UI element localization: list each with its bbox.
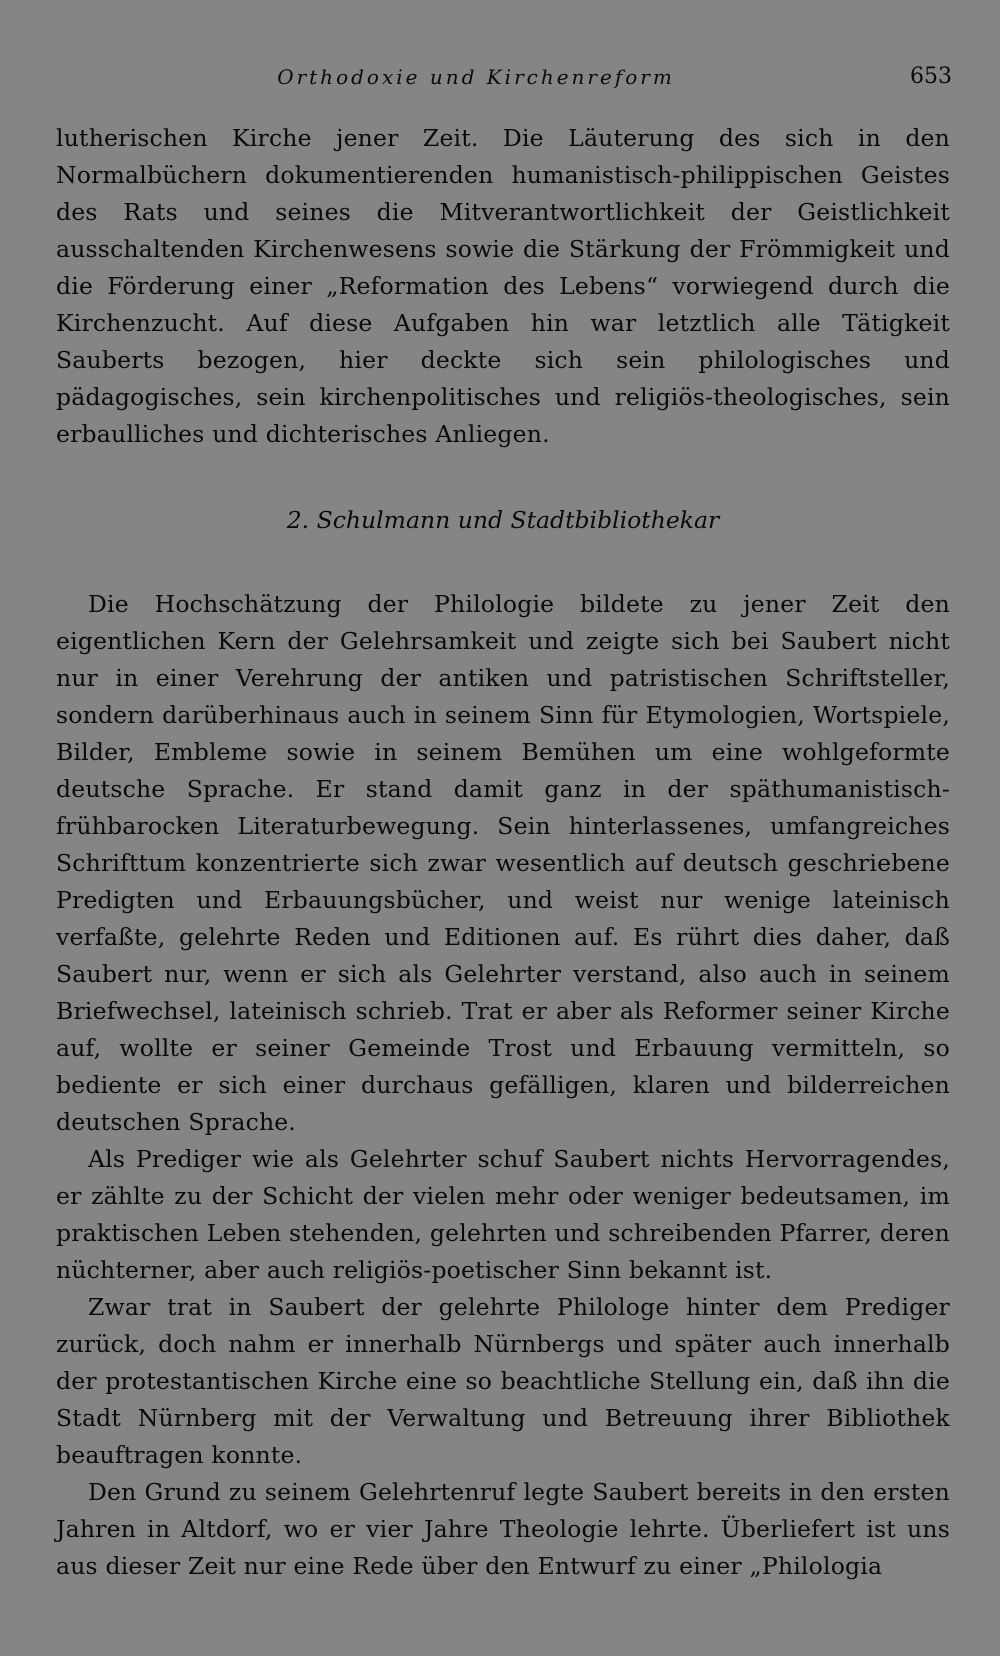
main-text-block	[56, 586, 950, 1585]
running-head	[56, 62, 952, 92]
running-title: Orthodoxie und Kirchenreform	[277, 65, 675, 89]
section-heading: 2. Schulmann und Stadtbibliothekar	[286, 506, 720, 534]
page-number: 653	[910, 64, 952, 89]
paragraph: Die Hochschätzung der Philologie bildete zu jener Zeit den eigentlichen Kern der Gelehrsamkeit und zeigte sich bei Saubert nicht nur in einer Verehrung der antiken und patristischen Schriftsteller, sondern darüberhinaus auch in seinem Sinn für Etymologien, Wortspiele, Bilder, Embleme sowie in seinem Bemühen um eine wohlgeformte deutsche Sprache. Er stand damit ganz in der späthumanistisch-frühbarocken Literaturbewegung. Sein hinterlassenes, umfangreiches Schrifttum konzentrierte sich zwar wesentlich auf deutsch geschriebene Predigten und Erbauungsbücher, und weist nur wenige lateinisch verfaßte, gelehrte Reden und Editionen auf. Es rührt dies daher, daß Saubert nur, wenn er sich als Gelehrter verstand, also auch in seinem Briefwechsel, lateinisch schrieb. Trat er aber als Reformer seiner Kirche auf, wollte er seiner Gemeinde Trost und Erbauung vermitteln, so bediente er sich einer durchaus gefälligen, klaren und bilderreichen deutschen Sprache.	[56, 590, 950, 1136]
paragraph: Als Prediger wie als Gelehrter schuf Saubert nichts Hervorragendes, er zählte zu der Schicht der vielen mehr oder weniger bedeutsamen, im praktischen Leben stehenden, gelehrten und schreibenden Pfarrer, deren nüchterner, aber auch religiös-poetischer Sinn bekannt ist.	[56, 1145, 950, 1284]
paragraph: Zwar trat in Saubert der gelehrte Philologe hinter dem Prediger zurück, doch nahm er innerhalb Nürnbergs und später auch innerhalb der protestantischen Kirche eine so beachtliche Stellung ein, daß ihn die Stadt Nürnberg mit der Verwaltung und Betreuung ihrer Bibliothek beauftragen konnte.	[56, 1293, 950, 1469]
paragraph-continuation: lutherischen Kirche jener Zeit. Die Läuterung des sich in den Normalbüchern dokumentierenden humanistisch-philippischen Geistes des Rats und seines die Mitverantwortlichkeit der Geistlichkeit ausschaltenden Kirchenwesens sowie die Stärkung der Frömmigkeit und die Förderung einer „Reformation des Lebens“ vorwiegend durch die Kirchenzucht. Auf diese Aufgaben hin war letztlich alle Tätigkeit Sauberts bezogen, hier deckte sich sein philologisches und pädagogisches, sein kirchenpolitisches und religiös-theologisches, sein erbaulliches und dichterisches Anliegen.	[56, 124, 950, 448]
top-text-block	[56, 120, 950, 453]
paragraph: Den Grund zu seinem Gelehrtenruf legte Saubert bereits in den ersten Jahren in Altdorf, wo er vier Jahre Theologie lehrte. Überliefert ist uns aus dieser Zeit nur eine Rede über den Entwurf zu einer „Philologia	[56, 1478, 950, 1580]
